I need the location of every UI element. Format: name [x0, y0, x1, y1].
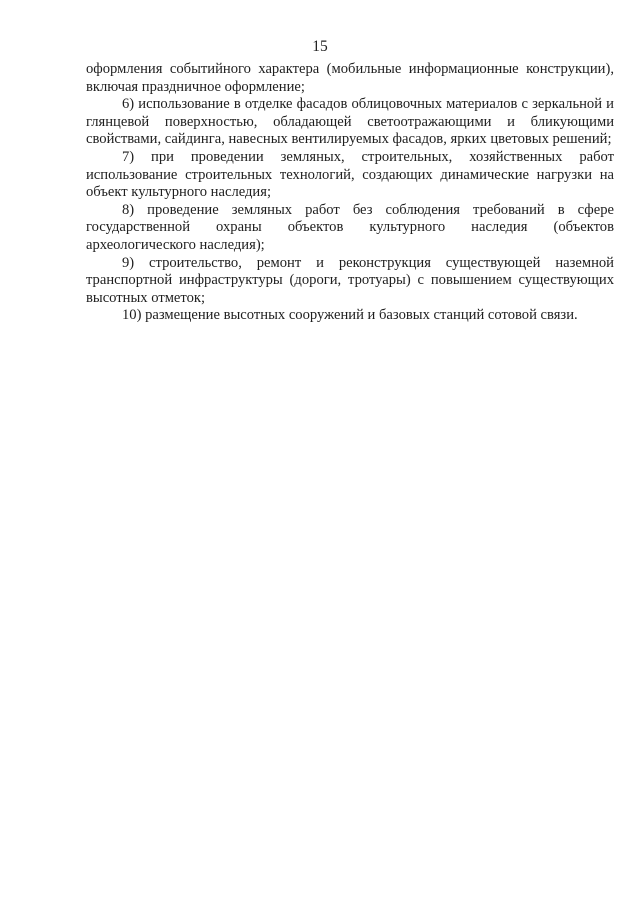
list-item-7: 7) при проведении земляных, строительных, хозяйственных работ использование строительных технологий, создающих динамические нагрузки на объект культурного наследия;	[86, 148, 614, 201]
list-item-8: 8) проведение земляных работ без соблюдения требований в сфере государственной охраны объектов культурного наследия (объектов археологического наследия);	[86, 201, 614, 253]
page-number: 15	[312, 38, 328, 55]
list-item-9: 9) строительство, ремонт и реконструкция существующей наземной транспортной инфраструктуры (дороги, тротуары) с повышением существующих высотных отметок;	[86, 254, 614, 306]
document-body	[86, 61, 614, 325]
list-item-6: 6) использование в отделке фасадов облицовочных материалов с зеркальной и глянцевой поверхностью, обладающей светоотражающими и бликующими свойствами, сайдинга, навесных вентилируемых фасадов, ярких цветовых решений;	[86, 96, 614, 148]
list-item-10: 10) размещение высотных сооружений и базовых станций сотовой связи.	[122, 307, 578, 324]
paragraph-continuation: оформления событийного характера (мобильные информационные конструкции), включая праздничное оформление;	[86, 61, 614, 95]
